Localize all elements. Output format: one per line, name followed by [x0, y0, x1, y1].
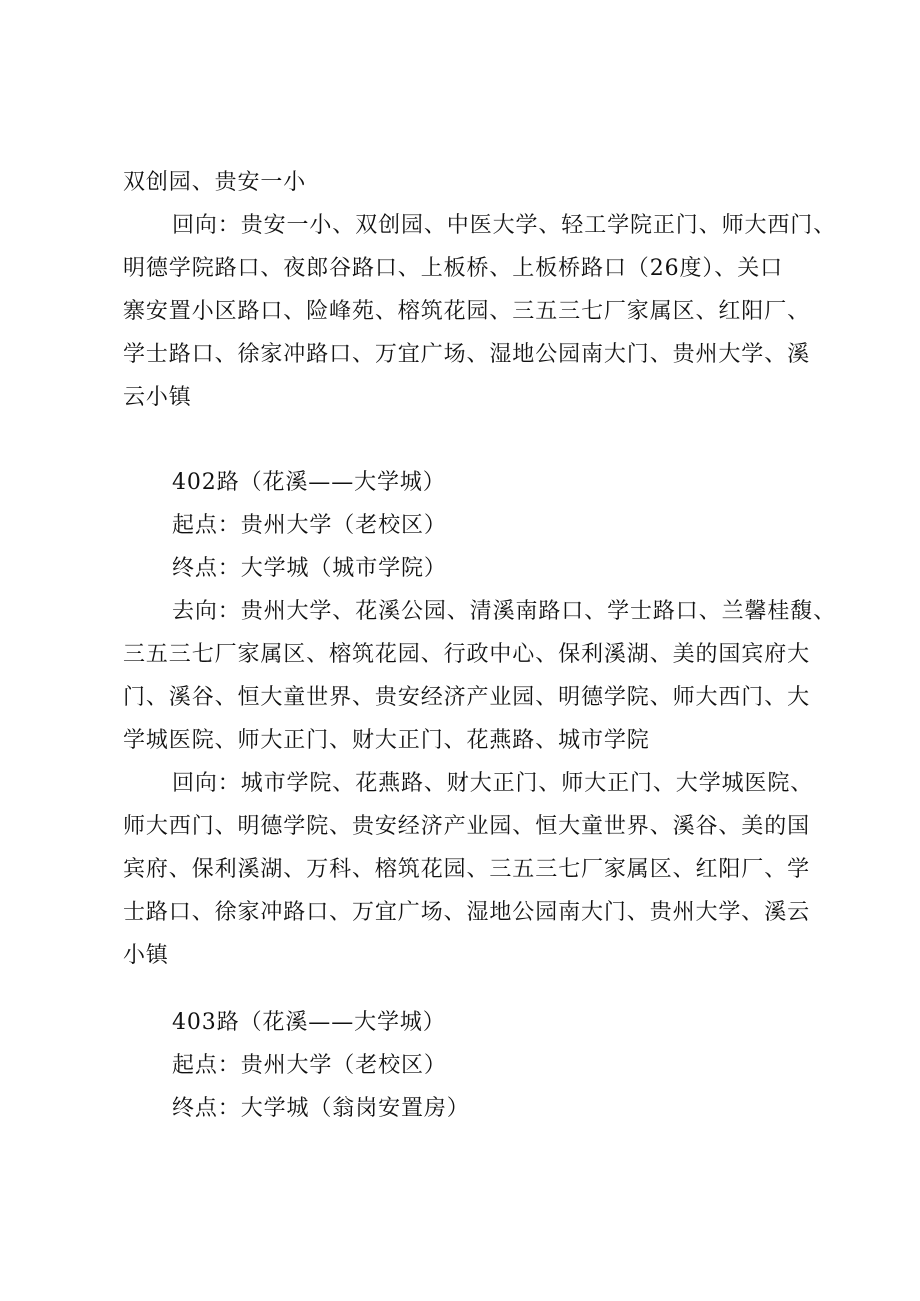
route-402-outbound-line-2: 三五三七厂家属区、榕筑花园、行政中心、保利溪湖、美的国宾府大: [123, 642, 811, 667]
route-403-start: 起点：贵州大学（老校区）: [172, 1053, 447, 1078]
route-403-heading: 403路（花溪——大学城）: [172, 1010, 446, 1035]
route-402-outbound-line-4: 学城医院、师大正门、财大正门、花燕路、城市学院: [123, 728, 650, 753]
route-402-outbound-line-3: 门、溪谷、恒大童世界、贵安经济产业园、明德学院、师大西门、大: [123, 685, 811, 710]
continued-line: 双创园、贵安一小: [123, 170, 307, 195]
return-line-5: 云小镇: [123, 385, 192, 410]
route-402-end: 终点：大学城（城市学院）: [172, 556, 447, 581]
route-402-return-line-3: 宾府、保利溪湖、万科、榕筑花园、三五三七厂家属区、红阳厂、学: [123, 857, 811, 882]
route-403-end: 终点：大学城（翁岗安置房）: [172, 1096, 470, 1121]
return-line-3: 寨安置小区路口、险峰苑、榕筑花园、三五三七厂家属区、红阳厂、: [123, 299, 811, 324]
route-402-start: 起点：贵州大学（老校区）: [172, 513, 447, 538]
route-402-return-line-1: 回向：城市学院、花燕路、财大正门、师大正门、大学城医院、: [172, 771, 814, 796]
return-line-2: 明德学院路口、夜郎谷路口、上板桥、上板桥路口（26度）、关口: [123, 256, 783, 281]
route-402-return-line-2: 师大西门、明德学院、贵安经济产业园、恒大童世界、溪谷、美的国: [123, 814, 811, 839]
route-402-outbound-line-1: 去向：贵州大学、花溪公园、清溪南路口、学士路口、兰馨桂馥、: [172, 599, 837, 624]
route-402-return-line-5: 小镇: [123, 943, 169, 968]
return-line-1: 回向：贵安一小、双创园、中医大学、轻工学院正门、师大西门、: [172, 213, 837, 238]
route-402-return-line-4: 士路口、徐家冲路口、万宜广场、湿地公园南大门、贵州大学、溪云: [123, 900, 811, 925]
return-line-4: 学士路口、徐家冲路口、万宜广场、湿地公园南大门、贵州大学、溪: [123, 342, 811, 367]
route-402-heading: 402路（花溪——大学城）: [172, 470, 446, 495]
